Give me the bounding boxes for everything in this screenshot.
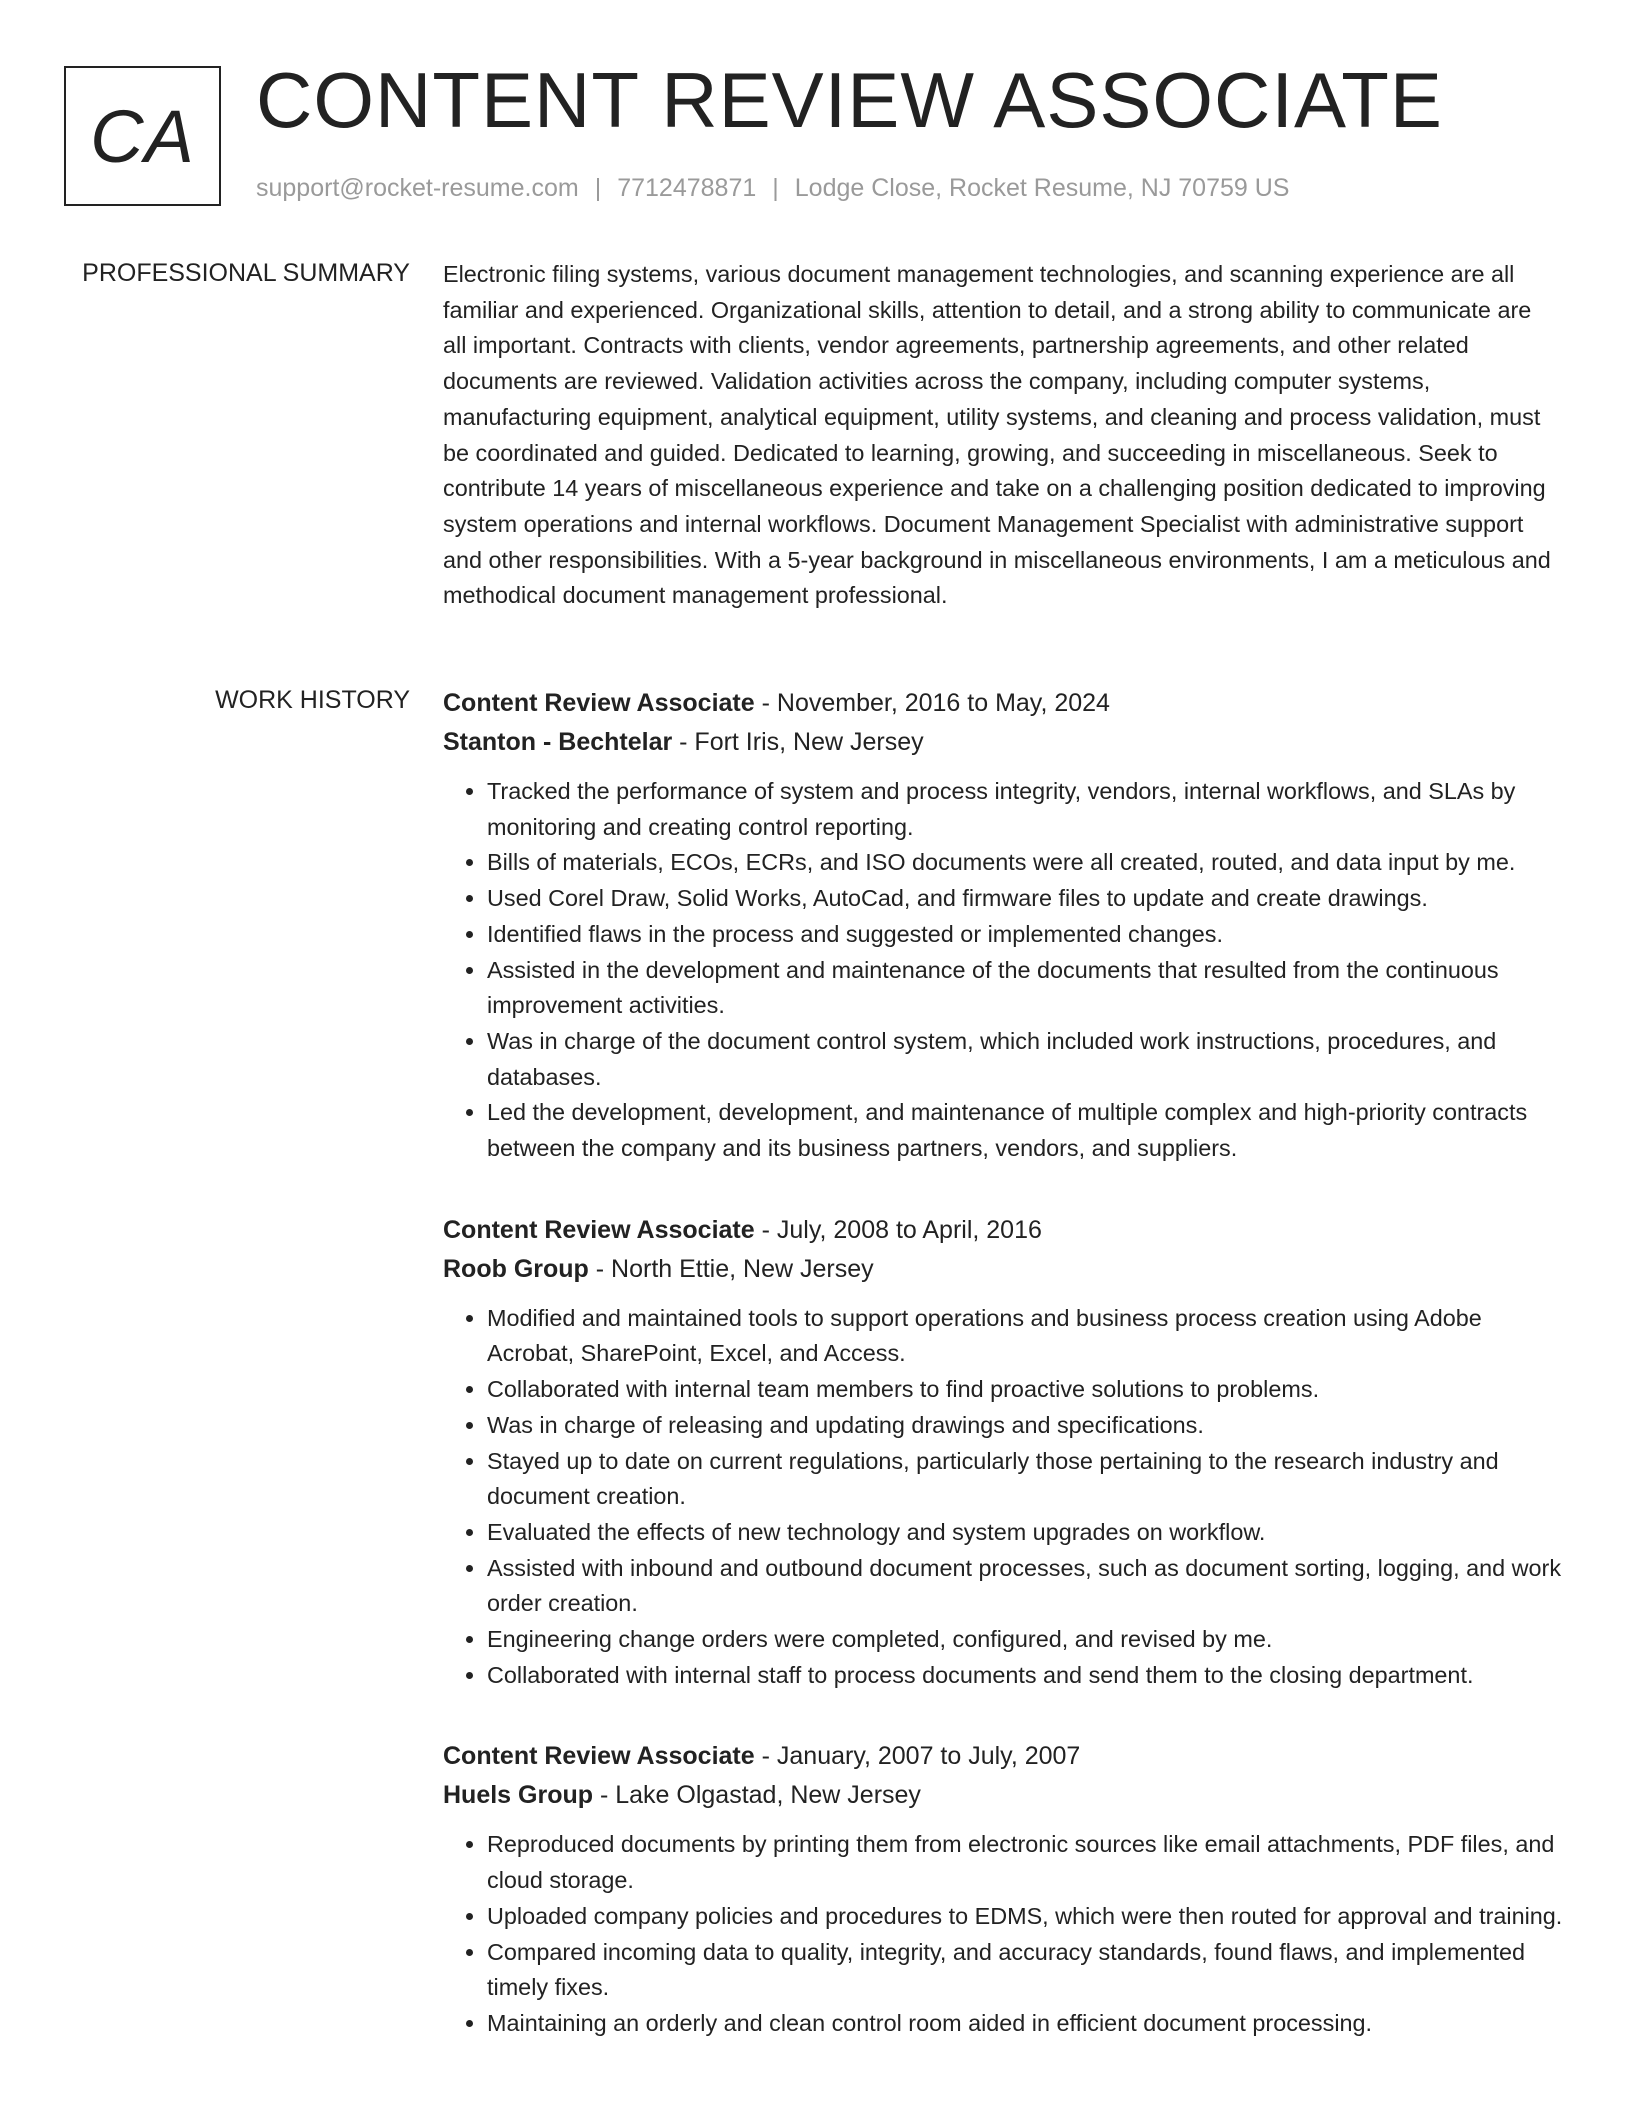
job-bullet: • Collaborated with internal staff to process documents and send them to the closing department. bbox=[487, 1658, 1563, 1694]
job-entry bbox=[443, 1737, 1563, 2041]
contact-email: support@rocket-resume.com bbox=[256, 174, 579, 202]
work-history-heading: WORK HISTORY bbox=[215, 686, 410, 714]
job-location: - North Ettie, New Jersey bbox=[588, 1254, 874, 1283]
job-bullet: • Evaluated the effects of new technology and system upgrades on workflow. bbox=[487, 1515, 1563, 1551]
job-bullet: • Was in charge of releasing and updating drawings and specifications. bbox=[487, 1408, 1563, 1444]
job-bullet-list bbox=[443, 774, 1563, 1167]
job-title-line bbox=[443, 684, 1563, 723]
summary-text: Electronic filing systems, various document management technologies, and scanning experience are all familiar and experienced. Organizational skills, attention to detail, and a strong ability to communicate are all important. Contracts with clients, vendor agreements, partnership agreements, and other related documents are reviewed. Validation activities across the company, including computer systems, manufacturing equipment, analytical equipment, utility systems, and cleaning and process validation, must be coordinated and guided. Dedicated to learning, growing, and succeeding in miscellaneous. Seek to contribute 14 years of miscellaneous experience and take on a challenging position dedicated to improving system operations and internal workflows. Document Management Specialist with administrative support and other responsibilities. With a 5-year background in miscellaneous environments, I am a meticulous and methodical document management professional. bbox=[443, 261, 1551, 609]
work-history-list bbox=[443, 684, 1563, 2086]
job-title: Content Review Associate bbox=[443, 1742, 755, 1771]
job-company-line bbox=[443, 1250, 1563, 1289]
resume-name: CONTENT REVIEW ASSOCIATE bbox=[256, 56, 1443, 144]
job-bullet-list bbox=[443, 1827, 1563, 2041]
job-title-line bbox=[443, 1211, 1563, 1250]
job-company: Huels Group bbox=[443, 1781, 594, 1810]
job-dates: - July, 2008 to April, 2016 bbox=[754, 1215, 1042, 1244]
job-bullet: • Engineering change orders were completed, configured, and revised by me. bbox=[487, 1622, 1563, 1658]
job-entry bbox=[443, 1211, 1563, 1694]
job-bullet: • Assisted with inbound and outbound document processes, such as document sorting, logging, and work order creation. bbox=[487, 1551, 1563, 1622]
job-bullet-list bbox=[443, 1301, 1563, 1694]
job-entry bbox=[443, 684, 1563, 1167]
job-company: Roob Group bbox=[443, 1254, 589, 1283]
job-bullet: • Bills of materials, ECOs, ECRs, and ISO documents were all created, routed, and data input by me. bbox=[487, 845, 1563, 881]
job-location: - Fort Iris, New Jersey bbox=[672, 728, 924, 756]
job-dates: - November, 2016 to May, 2024 bbox=[754, 689, 1110, 717]
job-bullet: • Compared incoming data to quality, integrity, and accuracy standards, found flaws, and implemented timely fixes. bbox=[487, 1935, 1563, 2006]
job-bullet: • Was in charge of the document control system, which included work instructions, procedures, and databases. bbox=[487, 1024, 1563, 1095]
contact-separator: | bbox=[772, 174, 779, 202]
contact-phone: 7712478871 bbox=[617, 174, 757, 202]
contact-address: Lodge Close, Rocket Resume, NJ 70759 US bbox=[794, 174, 1290, 202]
job-bullet: • Tracked the performance of system and process integrity, vendors, internal workflows, and SLAs by monitoring and creating control reporting. bbox=[487, 774, 1563, 845]
contact-separator: | bbox=[594, 174, 602, 202]
job-bullet: • Maintaining an orderly and clean control room aided in efficient document processing. bbox=[487, 2006, 1563, 2042]
job-bullet: • Uploaded company policies and procedures to EDMS, which were then routed for approval and training. bbox=[487, 1899, 1563, 1935]
monogram-box bbox=[64, 66, 221, 206]
monogram-initials: CA bbox=[90, 94, 195, 178]
job-bullet: • Assisted in the development and maintenance of the documents that resulted from the continuous improvement activities. bbox=[487, 953, 1563, 1024]
job-bullet: • Used Corel Draw, Solid Works, AutoCad, and firmware files to update and create drawings. bbox=[487, 881, 1563, 917]
job-title: Content Review Associate bbox=[443, 1215, 755, 1244]
job-bullet: • Reproduced documents by printing them from electronic sources like email attachments, PDF files, and cloud storage. bbox=[487, 1827, 1563, 1898]
job-company: Stanton - Bechtelar bbox=[443, 728, 673, 756]
job-company-line bbox=[443, 1776, 1563, 1815]
job-title: Content Review Associate bbox=[443, 689, 755, 717]
job-bullet: • Modified and maintained tools to support operations and business process creation using Adobe Acrobat, SharePoint, Excel, and Access. bbox=[487, 1301, 1563, 1372]
job-title-line bbox=[443, 1737, 1563, 1776]
job-bullet: • Identified flaws in the process and suggested or implemented changes. bbox=[487, 917, 1563, 953]
job-bullet: • Led the development, development, and maintenance of multiple complex and high-priority contracts between the company and its business partners, vendors, and suppliers. bbox=[487, 1095, 1563, 1166]
contact-line bbox=[256, 174, 1289, 203]
job-bullet: • Stayed up to date on current regulations, particularly those pertaining to the research industry and document creation. bbox=[487, 1444, 1563, 1515]
summary-heading: PROFESSIONAL SUMMARY bbox=[82, 259, 410, 287]
job-dates: - January, 2007 to July, 2007 bbox=[754, 1742, 1081, 1771]
job-bullet: • Collaborated with internal team members to find proactive solutions to problems. bbox=[487, 1372, 1563, 1408]
job-company-line bbox=[443, 723, 1563, 762]
job-location: - Lake Olgastad, New Jersey bbox=[593, 1781, 921, 1810]
